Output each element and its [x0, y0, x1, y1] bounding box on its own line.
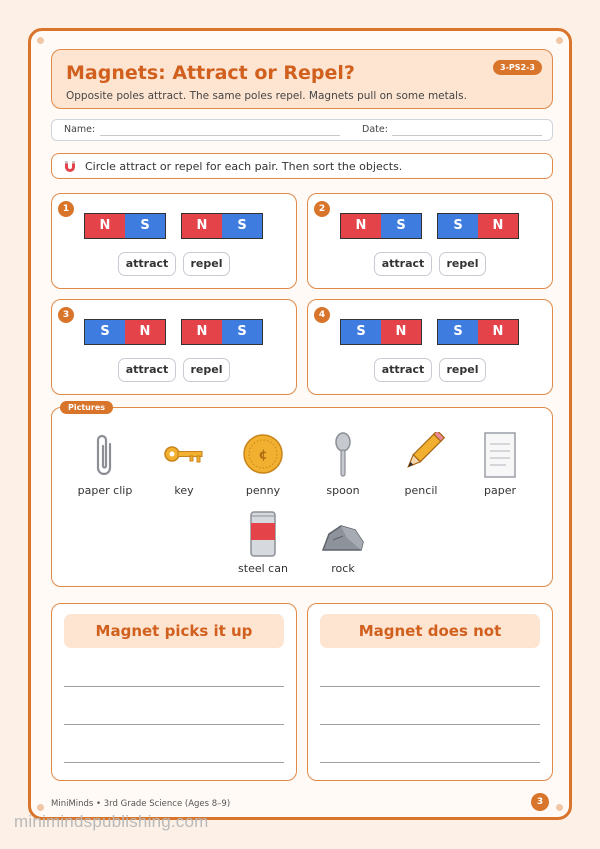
- magnet-bar-right: [181, 213, 263, 239]
- pole-south: S: [85, 320, 125, 344]
- standard-code-badge: 3-PS2-3: [493, 60, 542, 75]
- picture-item[interactable]: [228, 432, 298, 497]
- repel-option[interactable]: repel: [439, 358, 486, 382]
- title-banner: [51, 49, 553, 109]
- pole-north: N: [478, 320, 518, 344]
- corner-dot: [37, 37, 44, 44]
- worksheet: [28, 28, 572, 820]
- sort-box-attracted: [51, 603, 297, 781]
- page-title: Magnets: Attract or Repel?: [66, 62, 355, 84]
- pole-south: S: [125, 214, 165, 238]
- magnet-icon: [63, 159, 77, 173]
- attract-option[interactable]: attract: [118, 358, 176, 382]
- steel-can-icon: [245, 510, 281, 558]
- picture-label: rock: [331, 562, 355, 575]
- magnet-bar-left: [340, 213, 422, 239]
- writing-line[interactable]: [320, 724, 540, 725]
- attract-option[interactable]: attract: [374, 358, 432, 382]
- watermark: minimindspublishing.com: [14, 812, 209, 831]
- writing-line[interactable]: [320, 686, 540, 687]
- corner-dot: [556, 37, 563, 44]
- paper-clip-icon: [90, 432, 120, 480]
- sort-box-not-attracted: [307, 603, 553, 781]
- pole-north: N: [182, 320, 222, 344]
- page-subtitle: Opposite poles attract. The same poles repel. Magnets pull on some metals.: [66, 90, 467, 102]
- picture-item[interactable]: [308, 510, 378, 575]
- picture-item[interactable]: [465, 432, 535, 497]
- picture-item[interactable]: [149, 432, 219, 497]
- magnet-bar-right: [181, 319, 263, 345]
- pair-number: 3: [58, 307, 74, 323]
- pair-card-1: [51, 193, 297, 289]
- writing-line[interactable]: [64, 724, 284, 725]
- publisher-footer: MiniMinds • 3rd Grade Science (Ages 8–9): [51, 799, 231, 809]
- pole-south: S: [438, 320, 478, 344]
- pole-south: S: [438, 214, 478, 238]
- magnet-bar-right: [437, 319, 519, 345]
- corner-dot: [37, 804, 44, 811]
- pole-north: N: [182, 214, 222, 238]
- pole-north: N: [381, 320, 421, 344]
- sort-box-title: Magnet picks it up: [64, 614, 284, 648]
- pair-number: 1: [58, 201, 74, 217]
- picture-label: paper: [484, 484, 516, 497]
- picture-label: steel can: [238, 562, 288, 575]
- pole-south: S: [222, 214, 262, 238]
- penny-icon: [239, 432, 287, 480]
- paper-icon: [482, 432, 518, 480]
- name-date-bar: [51, 119, 553, 141]
- picture-item[interactable]: [386, 432, 456, 497]
- picture-label: spoon: [326, 484, 360, 497]
- pair-card-4: [307, 299, 553, 395]
- key-icon: [160, 432, 208, 480]
- magnet-bar-left: [340, 319, 422, 345]
- magnet-bar-right: [437, 213, 519, 239]
- picture-item[interactable]: [308, 432, 378, 497]
- writing-line[interactable]: [64, 686, 284, 687]
- pole-north: N: [341, 214, 381, 238]
- corner-dot: [556, 804, 563, 811]
- attract-option[interactable]: attract: [374, 252, 432, 276]
- date-line[interactable]: [392, 135, 542, 136]
- picture-label: paper clip: [77, 484, 133, 497]
- picture-label: penny: [245, 484, 281, 497]
- repel-option[interactable]: repel: [439, 252, 486, 276]
- pair-number: 2: [314, 201, 330, 217]
- svg-text:¢: ¢: [258, 448, 268, 463]
- picture-item[interactable]: [228, 510, 298, 575]
- repel-option[interactable]: repel: [183, 252, 230, 276]
- pictures-panel: [51, 403, 553, 587]
- magnet-bar-left: [84, 213, 166, 239]
- magnet-bar-left: [84, 319, 166, 345]
- rock-icon: [319, 510, 367, 558]
- picture-item[interactable]: [70, 432, 140, 497]
- sort-box-title: Magnet does not: [320, 614, 540, 648]
- writing-line[interactable]: [320, 762, 540, 763]
- repel-option[interactable]: repel: [183, 358, 230, 382]
- name-label: Name:: [64, 124, 96, 135]
- pair-number: 4: [314, 307, 330, 323]
- pencil-icon: [397, 432, 445, 480]
- pictures-tag: Pictures: [60, 401, 113, 414]
- name-line[interactable]: [100, 135, 340, 136]
- picture-label: key: [174, 484, 194, 497]
- spoon-icon: [328, 432, 358, 480]
- pole-north: N: [85, 214, 125, 238]
- pair-card-3: [51, 299, 297, 395]
- pole-south: S: [381, 214, 421, 238]
- pole-north: N: [125, 320, 165, 344]
- pole-south: S: [341, 320, 381, 344]
- pole-north: N: [478, 214, 518, 238]
- date-label: Date:: [362, 124, 388, 135]
- page-number: 3: [531, 793, 549, 811]
- pole-south: S: [222, 320, 262, 344]
- writing-line[interactable]: [64, 762, 284, 763]
- picture-label: pencil: [404, 484, 438, 497]
- instruction-text: Circle attract or repel for each pair. Then sort the objects.: [85, 160, 403, 173]
- attract-option[interactable]: attract: [118, 252, 176, 276]
- instruction-bar: [51, 153, 553, 179]
- pair-card-2: [307, 193, 553, 289]
